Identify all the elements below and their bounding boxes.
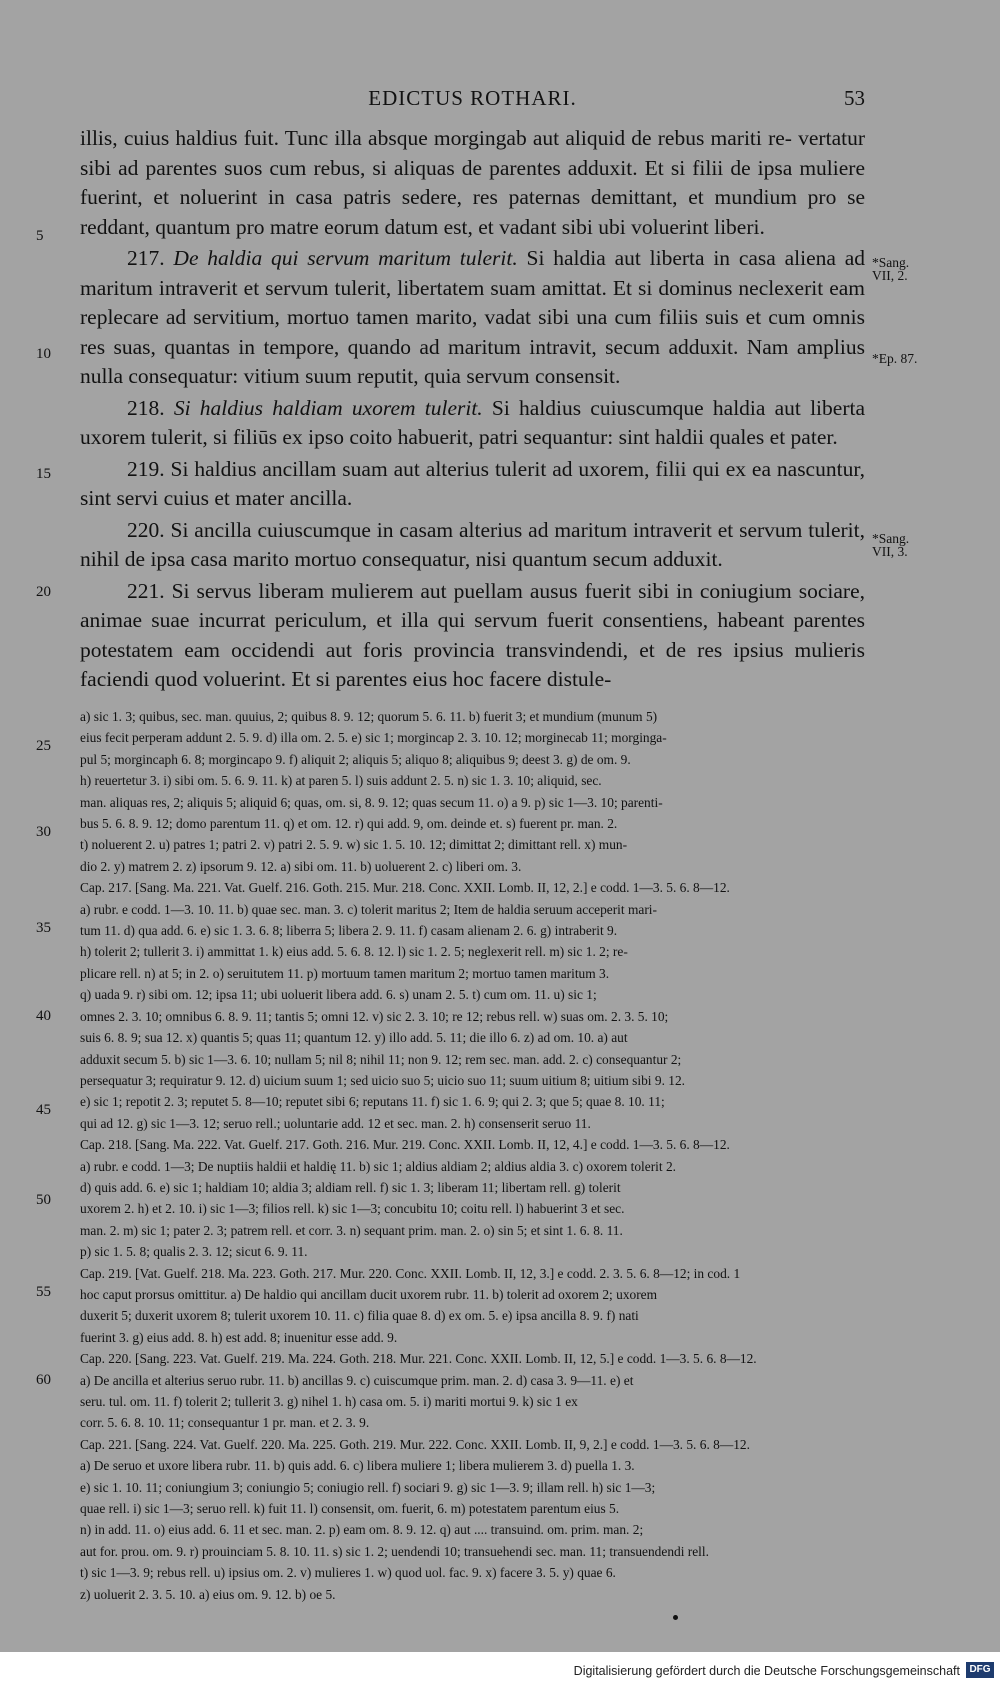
- footnotes-apparatus: [80, 706, 880, 1605]
- chapter-text: Si servus liberam mulierem aut puellam ausus fuerit sibi in coniugium sociare, animae suae incurrat periculum, et illa qui servum fuerit consentiens, habeant parentes potestatem eam occidendi aut foris provincia transvindendi, et de res ipsius mulieris faciendi quod voluerint. Et si parentes eius hoc facere distule-: [80, 578, 866, 691]
- footnote-line: uxorem 2. h) et 2. 10. i) sic 1—3; filios rell. k) sic 1—3; concubitu 10; coitu rell. l) habuerint 3 et sec.: [80, 1201, 625, 1217]
- line-number-20: 20: [36, 584, 51, 600]
- footnote-line: a) De ancilla et alterius seruo rubr. 11. b) ancillas 9. c) cuiscumque prim. man. 2. d) casa 3. 9—11. e) et: [80, 1372, 634, 1388]
- running-title: EDICTUS ROTHARI.: [368, 86, 577, 110]
- footnote-line-number-45: 45: [36, 1102, 51, 1118]
- page-dot: [673, 1615, 678, 1620]
- chapter-number: 221.: [127, 578, 165, 603]
- footnote-line: aut for. prou. om. 9. r) prouinciam 5. 8. 10. 11. s) sic 1. 2; uendendi 10; transuehendi sec. man. 11; transuendendi rell.: [80, 1543, 709, 1559]
- footnote-line-number-35: 35: [36, 920, 51, 936]
- footnote-line: z) uoluerit 2. 3. 5. 10. a) eius om. 9. 12. b) oe 5.: [80, 1586, 336, 1602]
- footnote-line: persequatur 3; requiratur 9. 12. d) uicium suum 1; sed uicio suo 5; uicio suo 11; suum uitium 8; uitium sibi 9. 12.: [80, 1072, 686, 1088]
- footnote-line: man. aliquas res, 2; aliquis 5; aliquid 6; quas, om. si, 8. 9. 12; quas secum 11. o) a 9. p) sic 1—3. 10; parenti-: [80, 794, 663, 810]
- footnote-line: e) sic 1. 10. 11; coniungium 3; coniungio 5; coniugio rell. f) sociari 9. g) sic 1—3. 9; illam rell. h) sic 1—3;: [80, 1479, 656, 1495]
- footnote-line: omnes 2. 3. 10; omnibus 6. 8. 9. 11; tantis 5; omni 12. v) sic 2. 3. 10; re 12; rebus rell. w) suas om. 2. 3. 5. 10;: [80, 1008, 669, 1024]
- footnote-line: fuerint 3. g) eius add. 8. h) est add. 8; inuenitur esse add. 9.: [80, 1329, 398, 1345]
- footnote-line: suis 6. 8. 9; sua 12. x) quantis 5; quas 11; quantum 12. y) illo add. 5. 11; die illo 6. z) ad om. 10. a) aut: [80, 1030, 628, 1046]
- margin-ref-sang-vii-2: *Sang. VII, 2.: [872, 255, 910, 283]
- footnote-line: quae rell. i) sic 1—3; seruo rell. k) fuit 11. l) consensit, om. fuerit, 6. m) potestatem parentum eius 5.: [80, 1501, 620, 1517]
- chapter-220: [80, 516, 865, 575]
- chapter-text: Si ancilla cuiuscumque in casam alterius ad maritum intraverit et servum tulerit, nihil de ipsa casa marito mortuo consequatur, nisi quantum secum adduxit.: [80, 517, 865, 571]
- footnote-line-number-50: 50: [36, 1192, 51, 1208]
- footnote-line: d) quis add. 6. e) sic 1; haldiam 10; aldia 3; aldiam rell. f) sic 1. 3; liberam 11; libertam rell. g) tolerit: [80, 1179, 621, 1195]
- footnote-line: p) sic 1. 5. 8; qualis 2. 3. 12; sicut 6. 9. 11.: [80, 1244, 308, 1260]
- chapter-218: [80, 394, 865, 453]
- footnote-line: duxerit 5; duxerit uxorem 8; tulerit uxorem 10. 11. c) filia quae 8. d) ex om. 5. e) ipsa ancilla 8. 9. f) nati: [80, 1308, 639, 1324]
- footnote-line: pul 5; morgincaph 6. 8; morgincapo 9. f) aliquit 2; aliquis 5; aliquo 8; aliquibus 9; deest 3. g) de om. 9.: [80, 751, 631, 767]
- footnote-line: bus 5. 6. 8. 9. 12; domo parentum 11. q) et om. 12. r) qui add. 9, om. deinde et. s) fuerent pr. man. 2.: [80, 816, 618, 832]
- footnote-line: seru. tul. om. 11. f) tolerit 2; tullerit 3. g) nihel 1. h) casa om. 5. i) mariti mortui 9. k) sic 1 ex: [80, 1394, 578, 1409]
- footnote-line-number-40: 40: [36, 1008, 51, 1024]
- footnote-line: e) sic 1; repotit 2. 3; reputet 5. 8—10; reputet sibi 6; reputans 11. f) sic 1. 6. 9; qui 2. 3; que 5; quae 8. 10. 11;: [80, 1094, 665, 1110]
- chapter-219: [80, 455, 865, 514]
- chapter-text: Si haldia aut liberta in casa aliena ad maritum intraverit et servum tulerit, libertatem suam amittat. Et si dominus neclexerit eam replecare ad servitium, mortuo tamen marito, vadat sibi una cum filiis suis et cum omnis res suas, quantas in tempore, quando ad maritum intravit, secum adduxit. Nam amplius nulla consequatur: vitium suum reputit, quia servum consensit.: [80, 246, 866, 388]
- main-text: [80, 124, 865, 697]
- chapter-text: Si haldius ancillam suam aut alterius tulerit ad uxorem, filii qui ex ea nascuntur, sint servi cuius et mater ancilla.: [80, 456, 865, 510]
- dfg-logo-icon: DFG: [966, 1662, 994, 1678]
- footnote-line-number-30: 30: [36, 824, 51, 840]
- footnote-line: Cap. 218. [Sang. Ma. 222. Vat. Guelf. 217. Goth. 216. Mur. 219. Conc. XXII. Lomb. II, 12, 4.] e codd. 1—3. 5. 6. 8—12.: [80, 1137, 730, 1153]
- footnote-line: Cap. 219. [Vat. Guelf. 218. Ma. 223. Goth. 217. Mur. 220. Conc. XXII. Lomb. II, 12, 3.] e codd. 2. 3. 5. 6. 8—12; in cod. 1: [80, 1265, 741, 1281]
- footnote-line-number-60: 60: [36, 1372, 51, 1388]
- chapter-number: 219.: [127, 456, 165, 481]
- line-number-10: 10: [36, 346, 51, 362]
- footnote-line: qui ad 12. g) sic 1—3. 12; seruo rell.; uoluntarie add. 12 et sec. man. 2. h) consenserit seruo 11.: [80, 1115, 591, 1131]
- footnote-line: plicare rell. n) at 5; in 2. o) seruitutem 11. p) mortuum tamen maritum 2; mortuo tamen maritum 3.: [80, 965, 610, 981]
- footnote-line: dio 2. y) matrem 2. z) ipsorum 9. 12. a) sibi om. 11. b) uoluerent 2. c) liberi om. 3.: [80, 858, 522, 874]
- footnote-line: corr. 5. 6. 8. 10. 11; consequantur 1 pr. man. et 2. 3. 9.: [80, 1415, 370, 1431]
- chapter-217: [80, 244, 865, 392]
- footnote-line: a) rubr. e codd. 1—3; De nuptiis haldii et haldię 11. b) sic 1; aldius aldiam 2; aldius aldia 3. c) oxorem tolerit 2.: [80, 1158, 676, 1174]
- footnote-line: man. 2. m) sic 1; pater 2. 3; patrem rell. et corr. 3. n) sequant prim. man. 2. o) sin 5; et sint 1. 6. 8. 11.: [80, 1222, 623, 1238]
- margin-ref-ep-87: *Ep. 87.: [872, 351, 918, 366]
- digitization-footer: [0, 1652, 1000, 1688]
- footnote-line: t) noluerent 2. u) patres 1; patri 2. v) patri 2. 5. 9. w) sic 1. 5. 10. 12; dimittat 2; dimittant rell. x) mun-: [80, 837, 628, 853]
- footnote-line: a) De seruo et uxore libera rubr. 11. b) quis add. 6. c) libera muliere 1; libera mulierem 3. d) puella 1. 3.: [80, 1458, 635, 1474]
- page-number: 53: [844, 86, 865, 110]
- footnote-line: a) rubr. e codd. 1—3. 10. 11. b) quae sec. man. 3. c) tolerit maritus 2; Item de haldia seruum acceperit mari-: [80, 901, 657, 917]
- footnote-line: eius fecit perperam addunt 2. 5. 9. d) illa om. 2. 5. e) sic 1; morgincap 2. 3. 10. 12; morginecab 11; morginga-: [80, 730, 667, 746]
- line-number-5: 5: [36, 228, 44, 244]
- footnote-line: Cap. 221. [Sang. 224. Vat. Guelf. 220. Ma. 225. Goth. 219. Mur. 222. Conc. XXII. Lomb. II, 9, 2.] e codd. 1—3. 5. 6. 8—12.: [80, 1436, 750, 1452]
- chapter-221: [80, 577, 865, 695]
- footnote-line-number-55: 55: [36, 1284, 51, 1300]
- margin-ref-sang-vii-3: *Sang. VII, 3.: [872, 531, 910, 559]
- footnote-line: tum 11. d) qua add. 6. e) sic 1. 3. 6. 8; liberra 5; libera 2. 9. 11. f) casam alienam 2. 6. g) intraberit 9.: [80, 923, 618, 939]
- chapter-title: Si haldius haldiam uxorem tulerit.: [173, 395, 483, 420]
- footnote-line-number-25: 25: [36, 738, 51, 754]
- chapter-number: 218.: [127, 395, 165, 420]
- opening-paragraph: illis, cuius haldius fuit. Tunc illa absque morgingab aut aliquid de rebus mariti re- vertatur sibi ad parentes suos cum rebus, si aliquas de parentes adduxit. Et si filii de ipsa muliere fuerint, et noluerint in casa patris sedere, res paternas demittant, et mundium pro se reddant, quantum pro matre eorum datum est, et vadant sibi ubi voluerint liberi.: [80, 126, 865, 239]
- footnote-line: q) uada 9. r) sibi om. 12; ipsa 11; ubi uoluerit libera add. 6. s) unam 2. 5. t) cum om. 11. u) sic 1;: [80, 987, 597, 1003]
- footnote-line: a) sic 1. 3; quibus, sec. man. quuius, 2; quibus 8. 9. 12; quorum 5. 6. 11. b) fuerit 3; et mundium (munum 5): [80, 709, 658, 724]
- footnote-line: h) tolerit 2; tullerit 3. i) ammittat 1. k) eius add. 5. 6. 8. 12. l) sic 1. 2. 5; neglexerit rell. m) sic 1. 2; re-: [80, 944, 628, 960]
- footnote-line: n) in add. 11. o) eius add. 6. 11 et sec. man. 2. p) eam om. 8. 9. 12. q) aut .... transuind. om. prim. man. 2;: [80, 1522, 644, 1538]
- chapter-number: 217.: [127, 246, 165, 270]
- footnote-line: h) reuertetur 3. i) sibi om. 5. 6. 9. 11. k) at paren 5. l) suis addunt 2. 5. n) sic 1. 3. 10; aliquid, sec.: [80, 773, 602, 789]
- line-number-15: 15: [36, 466, 51, 482]
- chapter-text: Si haldius cuiuscumque haldia aut liberta uxorem tulerit, si filiūs ex ipso coito habuerit, patri sequantur: sint haldii quales et pater.: [80, 395, 865, 449]
- footnote-line: adduxit secum 5. b) sic 1—3. 6. 10; nullam 5; nil 8; nihil 11; non 9. 12; rem sec. man. add. 2. c) consequantur 2;: [80, 1051, 682, 1067]
- footnote-line: t) sic 1—3. 9; rebus rell. u) ipsius om. 2. v) mulieres 1. w) quod uol. fac. 9. x) facere 3. 5. y) quae 6.: [80, 1565, 616, 1581]
- chapter-number: 220.: [127, 517, 165, 542]
- footnote-line: Cap. 217. [Sang. Ma. 221. Vat. Guelf. 216. Goth. 215. Mur. 218. Conc. XXII. Lomb. II, 12, 2.] e codd. 1—3. 5. 6. 8—12.: [80, 880, 730, 896]
- chapter-title: De haldia qui servum maritum tulerit.: [173, 246, 518, 270]
- page-header: [80, 86, 865, 116]
- footnote-line: hoc caput prorsus omittitur. a) De haldio qui ancillam ducit uxorem rubr. 11. b) tolerit ad oxorem 2; uxorem: [80, 1286, 658, 1302]
- footnote-line: Cap. 220. [Sang. 223. Vat. Guelf. 219. Ma. 224. Goth. 218. Mur. 221. Conc. XXII. Lomb. II, 12, 5.] e codd. 1—3. 5. 6. 8—12.: [80, 1351, 757, 1367]
- footer-credit: Digitalisierung gefördert durch die Deutsche Forschungsgemeinschaft: [573, 1664, 960, 1678]
